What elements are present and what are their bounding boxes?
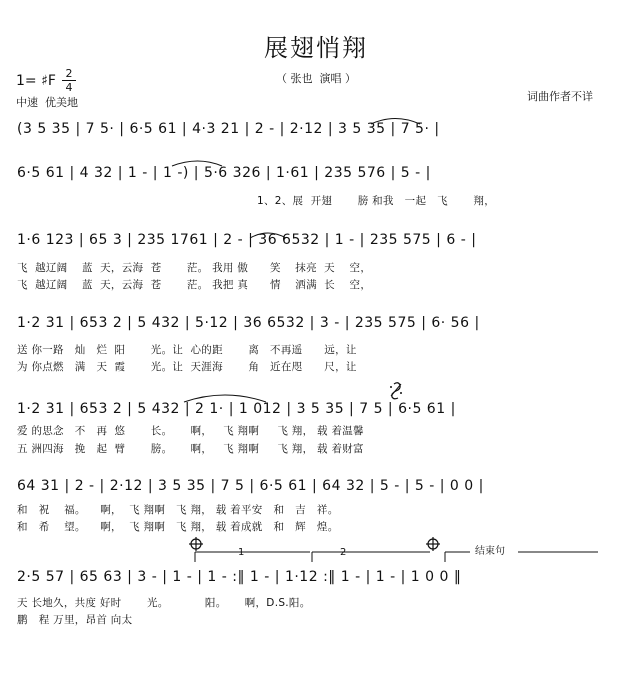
coda-icon (191, 539, 201, 549)
lyric-line-4-2: 为 你点燃 满 天 霞 光。让 天涯海 角 近在咫 尺，让 (17, 361, 357, 373)
score-system-2 (0, 161, 632, 189)
lyric-line-7-2: 鹏 程 万里，昂首 向太 (17, 614, 133, 626)
notation-line-5: 1·2 31 | 653 2 | 5 432 | 2 1· | 1 012 | 3 5 35 | 7 5 | 6·5 61 | (17, 401, 456, 417)
score-system-3 (0, 228, 632, 256)
notation-line-6: 64 31 | 2 - | 2·12 | 3 5 35 | 7 5 | 6·5 61 | 64 32 | 5 - | 5 - | 0 0 | (17, 478, 484, 494)
notation-line-4: 1·2 31 | 653 2 | 5 432 | 5·12 | 36 6532 | 3 - | 235 575 | 6· 56 | (17, 315, 480, 331)
notation-line-3: 1·6 123 | 65 3 | 235 1761 | 2 - | 36 6532 | 1 - | 235 575 | 6 - | (17, 232, 477, 248)
lyric-line-5-2: 五 洲四海 挽 起 臂 膀。 啊， 飞 翔啊 飞 翔， 载 着财富 (17, 443, 364, 455)
lyric-line-3-1: 飞 越辽阔 蓝 天，云海 苍 茫。 我用 傲 笑 抹亮 天 空， (17, 262, 372, 274)
coda-icon (428, 539, 438, 549)
lyric-line-7-1: 天 长地久，共度 好时 光。 阳。 啊，D.S.阳。 (17, 597, 311, 609)
time-signature-bottom: 4 (65, 81, 73, 94)
volta-first-label: 1 (238, 547, 245, 558)
song-title: 展翅悄翔 (264, 34, 368, 62)
lyric-line-2-1: 1、2、展 开翅 膀 和我 一起 飞 翔， (257, 195, 496, 207)
lyric-line-4-1: 送 你一路 灿 烂 阳 光。让 心的距 离 不再遥 远，让 (17, 344, 357, 356)
time-signature-top: 2 (65, 67, 73, 80)
key-signature: 1= ♯F (16, 73, 56, 89)
lyric-line-5-1: 爱 的思念 不 再 悠 长。 啊， 飞 翔啊 飞 翔， 载 着温馨 (17, 425, 364, 437)
time-signature (62, 68, 76, 93)
volta-second-label: 2 (340, 547, 347, 558)
volta-ending-label: 结束句 (475, 546, 505, 557)
score-system-6 (0, 474, 632, 502)
notation-line-1: (3 5 35 | 7 5· | 6·5 61 | 4·3 21 | 2 - | 2·12 | 3 5 35 | 7 5· | (17, 121, 440, 137)
composer-credit: 词曲作者不详 (527, 90, 593, 103)
score-system-4 (0, 311, 632, 339)
singer-credit: （ 张也 演唱 ） (276, 72, 356, 85)
notation-line-2: 6·5 61 | 4 32 | 1 - | 1 -) | 5·6 326 | 1·61 | 235 576 | 5 - | (17, 165, 431, 181)
lyric-line-6-2: 和 希 望。 啊， 飞 翔啊 飞 翔， 载 着成就 和 辉 煌。 (17, 521, 339, 533)
lyric-line-3-2: 飞 越辽阔 蓝 天，云海 苍 茫。 我把 真 情 洒满 长 空， (17, 279, 372, 291)
score-system-1 (0, 117, 632, 145)
score-system-7 (0, 565, 632, 593)
notation-line-7: 2·5 57 | 65 63 | 3 - | 1 - | 1 - :‖ 1 - | 1·12 :‖ 1 - | 1 - | 1 0 0 ‖ (17, 569, 462, 585)
tempo-marking: 中速 优美地 (16, 96, 78, 109)
lyric-line-6-1: 和 祝 福。 啊， 飞 翔啊 飞 翔， 载 着平安 和 吉 祥。 (17, 504, 339, 516)
score-system-5 (0, 397, 632, 425)
